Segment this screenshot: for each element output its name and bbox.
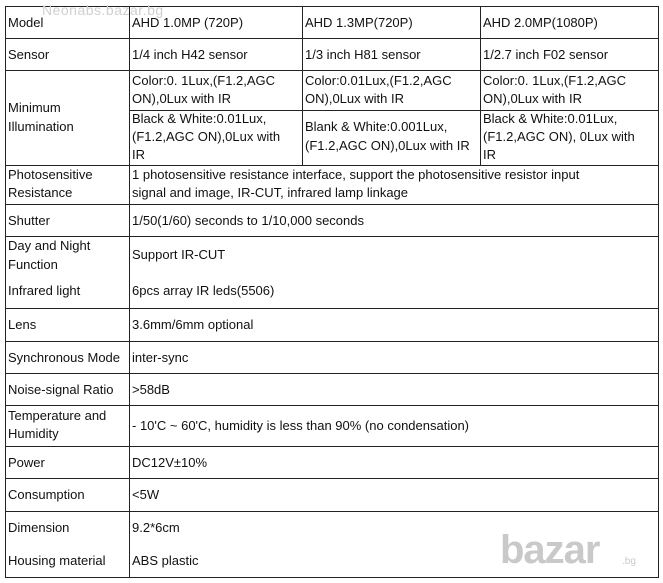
bazar-watermark-suffix: .bg (622, 556, 636, 567)
text-line: (F1.2,AGC ON), 0Lux with (483, 129, 635, 144)
power-value: DC12V±10% (132, 454, 208, 470)
text-line: Function (8, 257, 58, 272)
illumination-bw-col-3 (481, 111, 658, 163)
text-line: signal and image, IR-CUT, infrared lamp linkage (132, 185, 409, 200)
illumination-bw-col-2 (303, 119, 480, 154)
row-divider (5, 70, 659, 71)
sync-label: Synchronous Mode (8, 349, 121, 365)
illumination-label-line: Illumination (8, 119, 74, 134)
infrared-value: 6pcs array IR leds(5506) (132, 283, 275, 298)
model-col-3: AHD 2.0MP(1080P) (483, 14, 598, 30)
noise-label: Noise-signal Ratio (8, 381, 114, 397)
shutter-value: 1/50(1/60) seconds to 1/10,000 seconds (132, 212, 364, 228)
sync-value: inter-sync (132, 349, 189, 365)
watermark-text: Neonabs.bazar.bg (42, 2, 164, 18)
infrared-label: Infrared light (8, 283, 81, 298)
illumination-bw-col-1 (130, 111, 302, 163)
model-col-2: AHD 1.3MP(720P) (305, 14, 413, 30)
text-line: IR (483, 147, 496, 162)
lens-label: Lens (8, 317, 37, 332)
consumption-label: Consumption (8, 487, 85, 502)
illumination-label (6, 100, 128, 135)
border-bottom (5, 577, 659, 578)
text-line: IR (132, 147, 145, 162)
text-line: Photosensitive (8, 167, 93, 182)
text-line: (F1.2,AGC ON),0Lux with IR (305, 138, 470, 153)
illumination-color-col-2 (303, 73, 480, 107)
text-line: Black & White:0.01Lux, (483, 111, 618, 126)
noise-value: >58dB (132, 381, 170, 397)
sensor-col-1: 1/4 inch H42 sensor (132, 46, 248, 62)
text-line: Color:0.01Lux,(F1.2,AGC (305, 73, 452, 88)
text-line: Day and Night (8, 238, 91, 253)
illumination-color-col-1 (130, 73, 302, 107)
illumination-label-line: Minimum (8, 100, 61, 115)
model-label: Model (8, 14, 44, 30)
temperature-value: - 10'C ~ 60'C, humidity is less than 90% (no condensation) (132, 418, 470, 433)
photosensitive-label (6, 167, 128, 201)
day-night-value: Support IR-CUT (132, 247, 226, 262)
border-right (658, 6, 659, 578)
photosensitive-value (130, 167, 658, 201)
row-divider (5, 165, 659, 166)
dimension-label: Dimension (8, 520, 70, 535)
sensor-label: Sensor (8, 46, 50, 62)
model-col-1: AHD 1.0MP (720P) (132, 14, 244, 30)
temperature-label (6, 408, 128, 442)
shutter-label: Shutter (8, 212, 50, 228)
text-line: ON),0Lux with IR (132, 91, 231, 106)
bazar-watermark-logo: bazar (500, 528, 600, 572)
illumination-color-col-3 (481, 73, 658, 107)
power-label: Power (8, 454, 45, 470)
text-line: Humidity (8, 426, 59, 441)
sensor-col-3: 1/2.7 inch F02 sensor (483, 46, 609, 62)
text-line: Resistance (8, 185, 73, 200)
text-line: Blank & White:0.001Lux, (305, 119, 448, 134)
day-night-label (6, 238, 128, 273)
text-line: (F1.2,AGC ON),0Lux with (132, 129, 281, 144)
consumption-value: <5W (132, 487, 160, 502)
text-line: Temperature and (8, 408, 107, 423)
housing-value: ABS plastic (132, 553, 199, 568)
text-line: Color:0. 1Lux,(F1.2,AGC (132, 73, 276, 88)
text-line: ON),0Lux with IR (305, 91, 404, 106)
text-line: 1 photosensitive resistance interface, support the photosensitive resistor input (132, 167, 580, 182)
lens-value: 3.6mm/6mm optional (132, 317, 254, 332)
housing-label: Housing material (8, 553, 106, 568)
text-line: Black & White:0.01Lux, (132, 111, 267, 126)
text-line: Color:0. 1Lux,(F1.2,AGC (483, 73, 627, 88)
text-line: ON),0Lux with IR (483, 91, 582, 106)
row-divider (5, 236, 659, 237)
row-divider (5, 511, 659, 512)
dimension-value: 9.2*6cm (132, 520, 180, 535)
sensor-col-2: 1/3 inch H81 sensor (305, 46, 421, 62)
